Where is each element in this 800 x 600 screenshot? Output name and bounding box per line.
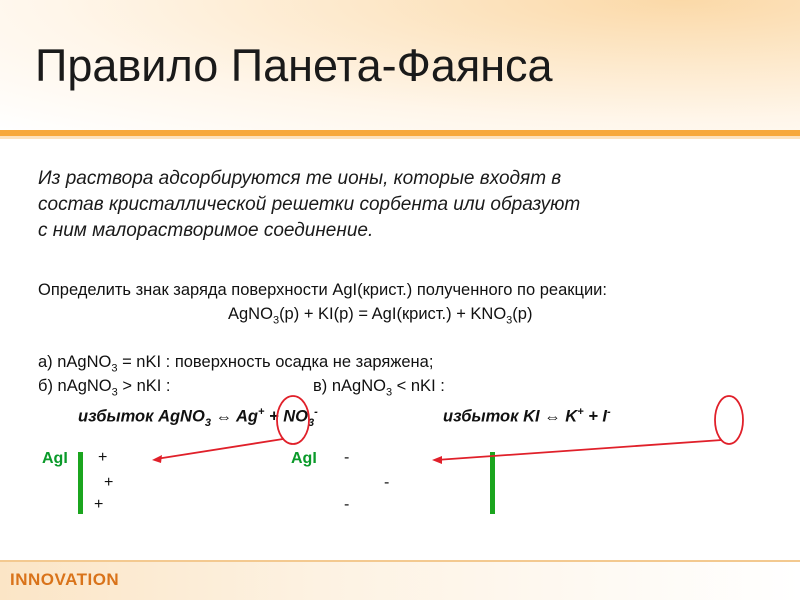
highlight-ellipse-i — [715, 396, 743, 444]
rule-line: с ним малорастворимое соединение. — [38, 220, 374, 241]
agi-label-left: AgI — [42, 450, 68, 467]
pointer-arrowhead-right — [432, 456, 442, 464]
footer-background — [0, 562, 800, 600]
charge-sign-negative: - — [344, 496, 350, 513]
excess-ki-equation: избыток KI ⇔ K+ + I- — [443, 406, 611, 426]
slide-title: Правило Панета-Фаянса — [35, 40, 553, 91]
pointer-arrow-right — [436, 440, 722, 460]
case-a: а) nAgNO$_3$ = nKI : поверхность осадка не заряжена; — [38, 353, 434, 375]
pointer-arrowhead-left — [152, 455, 162, 463]
highlight-ellipse-ag — [277, 396, 309, 444]
task-question: Определить знак заряда поверхности AgI(крист.) полученного по реакции: — [38, 281, 607, 299]
equilibrium-arrow-icon: ⇔ — [215, 407, 233, 426]
charge-sign-positive: + — [94, 496, 104, 513]
pointer-arrow-left — [156, 439, 283, 459]
charge-sign-negative: - — [384, 474, 390, 491]
case-c: в) nAgNO$_3$ < nKI : — [313, 377, 445, 399]
agi-label-right: AgI — [291, 450, 317, 467]
innovation-logo: INNOVATION — [10, 570, 120, 589]
reaction-equation: AgNO$_3$(р) + KI(р) = AgI(крист.) + $KNO_3(р)$ — [228, 305, 533, 327]
excess-agno3-equation: избыток AgNO$_3$ ⇔ $Ag^+ + NO_3^-$ — [78, 406, 318, 429]
rule-line: Из раствора адсорбируются те ионы, которые входят в — [38, 168, 562, 189]
charge-sign-positive: + — [98, 449, 108, 466]
charge-sign-positive: + — [104, 474, 114, 491]
equilibrium-arrow-icon: ⇔ — [544, 407, 561, 426]
rule-line: состав кристаллической решетки сорбента или образуют — [38, 194, 581, 215]
charge-sign-negative: - — [344, 449, 350, 466]
case-b: б) nAgNO$_3$ > nKI : — [38, 377, 171, 399]
